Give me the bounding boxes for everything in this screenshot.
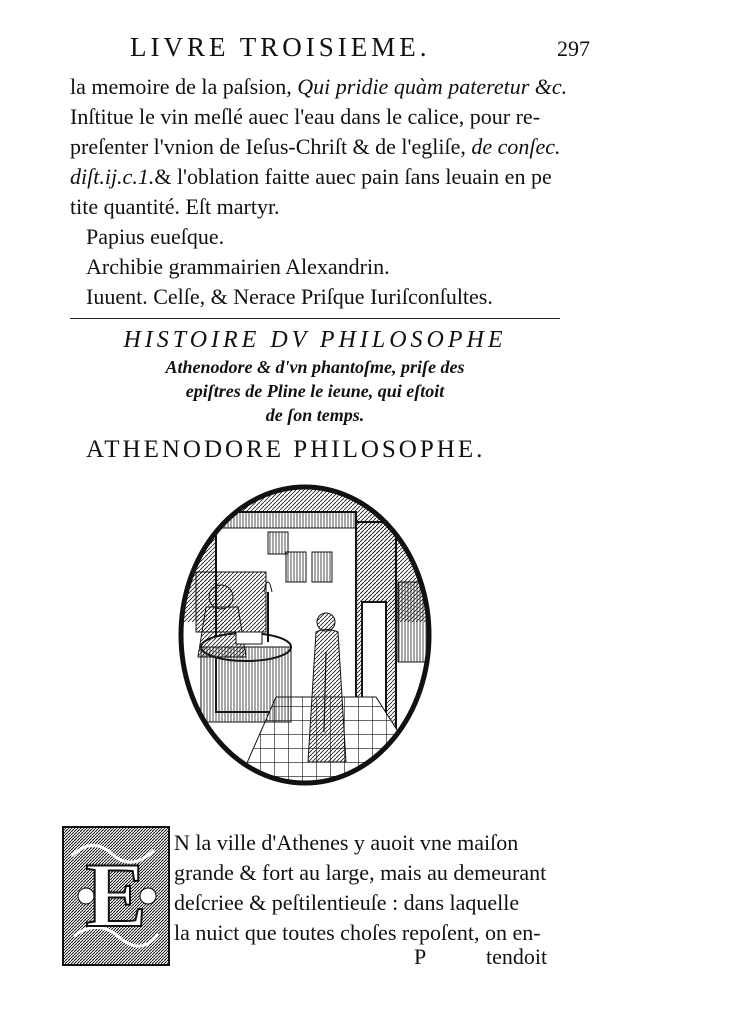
opening-paragraph [174, 828, 564, 948]
heading-main: HISTOIRE DV PHILOSOPHE [123, 327, 507, 353]
chapter-heading [70, 325, 560, 427]
drop-cap-letter: E [85, 844, 147, 946]
list-item: Papius eueſque. [86, 224, 225, 249]
section-title: ATHENODORE PHILOSOPHE. [86, 436, 486, 463]
running-head [120, 32, 590, 62]
catchword: tendoit [486, 944, 548, 969]
heading-sub-line: Athenodore & d'vn phantoſme, priſe des [165, 357, 465, 377]
running-title: LIVRE TROISIEME. [130, 32, 431, 62]
para-line: grande & fort au large, mais au demeurant [174, 860, 547, 885]
body-line-citation: de conſec. [471, 134, 561, 159]
signature-mark: P [414, 944, 427, 969]
body-text [70, 72, 568, 312]
body-line: tite quantité. Eſt martyr. [70, 194, 280, 219]
body-line: Inſtitue le vin meſlé auec l'eau dans le calice, pour re- [70, 104, 541, 129]
list-item: Archibie grammairien Alexandrin. [86, 254, 390, 279]
heading-sub-line: de ſon temps. [265, 405, 365, 425]
drop-cap-ornament [62, 826, 170, 966]
engraving-illustration [176, 482, 434, 788]
body-line-text: la memoire de la paſsion, [70, 74, 298, 99]
body-line-text: & l'oblation faitte auec pain ſans leuain en pe [154, 164, 552, 189]
body-line-citation: diſt.ij.c.1. [70, 164, 155, 189]
body-line [70, 162, 560, 192]
page-number: 297 [557, 36, 590, 61]
body-line-text: preſenter l'vnion de Ieſus-Chriſt & de l'egliſe, [70, 134, 472, 159]
para-line: deſcriee & peſtilentieuſe : dans laquelle [174, 890, 520, 915]
body-line [70, 132, 560, 162]
heading-sub-line: epiſtres de Pline le ieune, qui eſtoit [185, 381, 445, 401]
para-line: N la ville d'Athenes y auoit vne maiſon [174, 830, 519, 855]
body-line [70, 72, 568, 102]
para-line: la nuict que toutes choſes repoſent, on en- [174, 920, 541, 945]
divider-rule [70, 318, 560, 319]
body-line-latin: Qui pridie quàm pateretur &c. [297, 74, 568, 99]
list-item: Iuuent. Celſe, & Nerace Priſque Iuriſconſultes. [86, 284, 493, 309]
